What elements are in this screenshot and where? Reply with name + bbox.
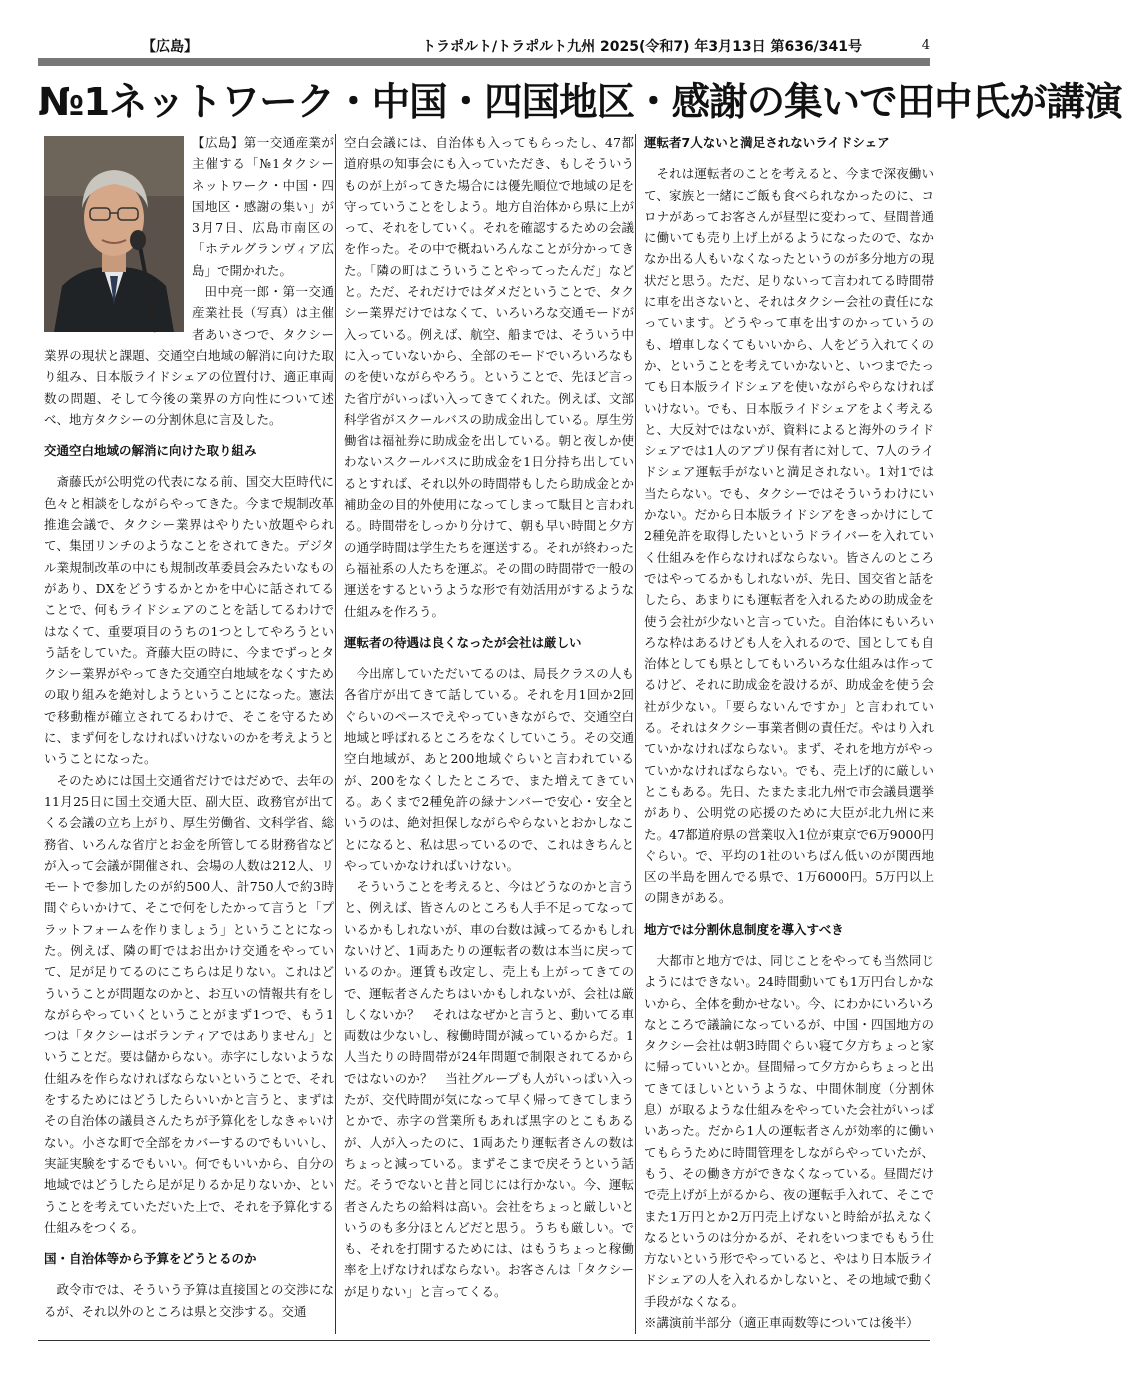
body-paragraph: 斎藤氏が公明党の代表になる前、国交大臣時代に色々と相談をしながらやってきた。今まで規制改革推進会議で、タクシー業界はやりたい放題やられて、集団リンチのようなことをされてきた。デジタル業規制改革の中にも規制改革委員会みたいなものがあり、DXをどうするかとかを中心に話されてることで、何もライドシェアのことを話してるわけではなくて、重要項目のうちの1つとしてやろうという話をしていた。斉藤大臣の時に、今までずっとタクシー業界がやってきた交通空白地域をなくすための取り組みを絶対しようということになった。憲法で移動権が確立されてるわけで、そこを守るために、まず何をしなければいけないのかを考えようということになった。 [44,474,334,767]
body-paragraph: それは運転者のことを考えると、今まで深夜働いて、家族と一緒にご飯も食べられなかったのに、コロナがあってお客さんが昼型に変わって、昼間普通に働いても売り上げ上がるようになったので、なかなか出る人もいなくなったというのが多分地方の現状だと思う。ただ、足りないって言われてる時間帯に車を出さないと、それはタクシー会社の責任になっています。どうやって車を出すのかっていうのも、増車しなくてもいいから、人をどう入れてくのか、ということを考えていかないと、いつまでたっても日本版ライドシェアを使いながらやらなければいけない。でも、日本版ライドシェアをよく考えると、大反対ではないが、資料によると海外のライドシェアでは1人のアプリ保有者に対して、7人のライドシェア運転手がないと満足されない。1対1では当たらない。でも、タクシーではそういうわけにいかない。だから日本版ライドシアをきっかけにして2種免許を取得したいというドライバーを入れていく仕組みを作らなければならない。皆さんのところではやってるかもしれないが、先日、国交省と話をしたら、あまりにも運転者を入れるための助成金を使う会社が少ないと言っていた。自治体にもいろいろな枠はあるけども人を入れるので、国としても自治体としても県としてもいろいろな仕組みは作ってるけど、それに助成金を設けるが、助成金を使う会社が少ない。「要らないんですか」と言われている。それはタクシー事業者側の責任だ。やはり入れていかなければならない。まず、それを地方がやっていかなければならない。でも、売上げ的に厳しいとこもある。先日、たまたま北九州で市会議員選挙があり、公明党の応援のために大臣が北九州に来た。47都道府県の営業収入1位が東京で6万9000円ぐらい。で、平均の1社のいちばん低いのが関西地区の半島を囲んでる県で、1万6000円。5万円以上の開きがある。 [644,166,934,906]
section-heading: 国・自治体等から予算をどうとるのか [44,1251,257,1267]
column-divider [635,134,636,1334]
speaker-photo-image [44,136,184,332]
article-column-1 [44,132,334,1322]
lead-paragraph: 【広島】第一交通産業が主催する「№1タクシーネットワーク・中国・四国地区・感謝の集い」が3月7日、広島市南区の「ホテルグランヴィア広島」で開かれた。 [192,135,334,278]
body-paragraph: 今出席していただいてるのは、局長クラスの人も各省庁が出てきて話している。それを月1回か2回ぐらいのペースでえやっていきながらで、交通空白地域と呼ばれるところをなくしていこう。その交通空白地域が、あと200地域ぐらいと言われているが、200をなくしたところで、また増えてきている。あくまで2種免許の緑ナンバーで安心・安全というのは、絶対担保しながらやらないとおかしなことになると、私は思っているので、これはきちんとやっていかなければいけない。 [344,666,634,873]
column-divider [335,134,336,1334]
footer-rule [38,1340,930,1341]
article-headline: №1ネットワーク・中国・四国地区・感謝の集いで田中氏が講演 [38,80,1122,125]
section-heading: 地方では分割休息制度を導入すべき [644,921,844,937]
section-heading: 運転者の待遇は良くなったが会社は厳しい [344,634,582,650]
section-heading: 運転者7人ないと満足されないライドシェア [644,135,890,150]
body-paragraph: 空白会議には、自治体も入ってもらったし、47都道府県の知事会にも入っていただき、もしそういうものが上がってきた場合には優先順位で地域の足を守っていうことをしよう。地方自治体から県に上がって、それをしていく。それを確認するための会議を作った。その中で概ねいろんなことが分かってきた。「隣の町はこういうことやってったんだ」などと。ただ、それだけではダメだということで、タクシー業界だけではなくて、いろいろな交通モードが入っている。例えば、航空、船までは、そういう中に入っていないから、全部のモードでいろいろなものを使いながらやろう。ということで、先ほど言った省庁がいっぱい入ってきてくれた。例えば、文部科学省がスクールバスの助成金出している。厚生労働省は福祉券に助成金を出している。朝と夜しか使わないスクールバスに助成金を1日分持ち出しているとすれば、それ以外の時間帯もしたら助成金とか補助金の目的外使用になってしまって駄目と言われる。時間帯をしっかり分けて、朝も早い時間と夕方の通学時間は学生たちを運送する。それが終わったら福祉系の人たちを運ぶ。その間の時間帯で一般の運送をするというような形で有効活用がするような仕組みを作ろう。 [344,135,634,619]
section-heading: 交通空白地域の解消に向けた取り組み [44,443,257,459]
region-label: 【広島】 [142,39,198,55]
body-paragraph: そのためには国土交通省だけではだめで、去年の11月25日に国土交通大臣、副大臣、政務官が出てくる会議の立ち上がり、厚生労働省、文科学省、総務省、いろんな省庁とお金を所管してる財務省などが入って会議が開催され、会場の人数は212人、リモートで参加したのが約500人、計750人で約3時間ぐらいかけて、そこで何をしたかって言うと「プラットフォームを作りましょう」ということになった。例えば、隣の町ではお出かけ交通をやっていて、足が足りてるのにこちらは足りない。これはどういうことが問題なのかと、お互いの情報共有をしながらやっていくということがまず1つで、もう1つは「タクシーはボランティアではありません」ということだ。要は儲からない。赤字にしないような仕組みを作らなければならないということで、それをするためにはどうしたらいいかと言うと、まずはその自治体の議員さんたちが予算化をしなきゃいけない。小さな町で全部をカバーするのでもいいし、実証実験をするでもいい。何でもいいから、自分の地域ではどうしたら足が足りるか足りないか、ということを考えていただいた上で、それを予算化する仕組みをつくる。 [44,772,334,1235]
body-paragraph: そういうことを考えると、今はどうなのかと言うと、例えば、皆さんのところも人手不足ってなっているかもしれないが、車の台数は減ってるかもしれないけど、1両あたりの運転者の数は本当に戻っているのか。運賃も改定し、売上も上がってきてので、運転者さんたちはいかもしれないが、会社は厳しくないか？ それはなぜかと言うと、動いてる車両数は少ないし、稼働時間が減っているからだ。1人当たりの時間帯が24年問題で制限されてるからではないのか？ 当社グループも人がいっぱい入ったが、交代時間が気になって早く帰ってきてしまうとかで、赤字の営業所もあれば黒字のとこもあるが、人が入ったのに、1両あたり運転者さんの数はちょっと減っている。まずそこまで戻そうという話だ。そうでないと昔と同じには行かない。今、運転者さんたちの給料は高い。会社をちょっと厳しいというのも多分ほとんどだと思う。うちも厳しい。でも、それを打開するためには、はもうちょっと稼働率を上げなければならない。お客さんは「タクシーが足りない」と言ってくる。 [344,879,634,1299]
lead-paragraph-2: 田中亮一郎・第一交通産業社長（写真）は主催者あいさつで、タクシー業界の現状と課題、交通空白地域の解消に向けた取り組み、日本版ライドシェアの位置付け、適正車両数の問題、そして今後の業界の方向性について述べ、地方タクシーの分割休息に言及した。 [44,284,334,427]
page-number: 4 [921,38,930,53]
article-column-2 [344,132,634,1302]
header-rule [38,58,930,66]
body-paragraph: 大都市と地方では、同じことをやっても当然同じようにはできない。24時間動いても1万円台しかないから、全体を動かせない。今、にわかにいろいろなところで議論になっているが、中国・四国地方のタクシー会社は朝3時間ぐらい寝て夕方ちょっと家に帰っていいとか。昼間帰って夕方からちょっと出てきてほしいというような、中間休制度（分割休息）が取るような仕組みをやっていた会社がいっぱいあった。だから1人の運転者さんが効率的に働いてもらうために時間管理をしながらやっていたが、もう、その働き方ができなくなっている。昼間だけで売上げが上がるから、夜の運転手入れて、そこでまた1万円とか2万円売上げないと時給が払えなくなるというのは分かるが、それをいつまでももう仕方ないという形でやっていると、やはり日本版ライドシェアの人を入れるかしないと、その地域で動く手段がなくなる。 [644,952,934,1309]
publication-info: トラポルト/トラポルト九州 2025(令和7) 年3月13日 第636/341号 [422,39,863,55]
speaker-photo [44,136,184,332]
article-column-3 [644,132,934,1333]
body-paragraph: 政令市では、そういう予算は直接国との交渉になるが、それ以外のところは県と交渉する。交通 [44,1282,334,1319]
page-header [38,36,930,58]
footnote: ※講演前半部分（適正車両数等については後半） [644,1315,919,1331]
